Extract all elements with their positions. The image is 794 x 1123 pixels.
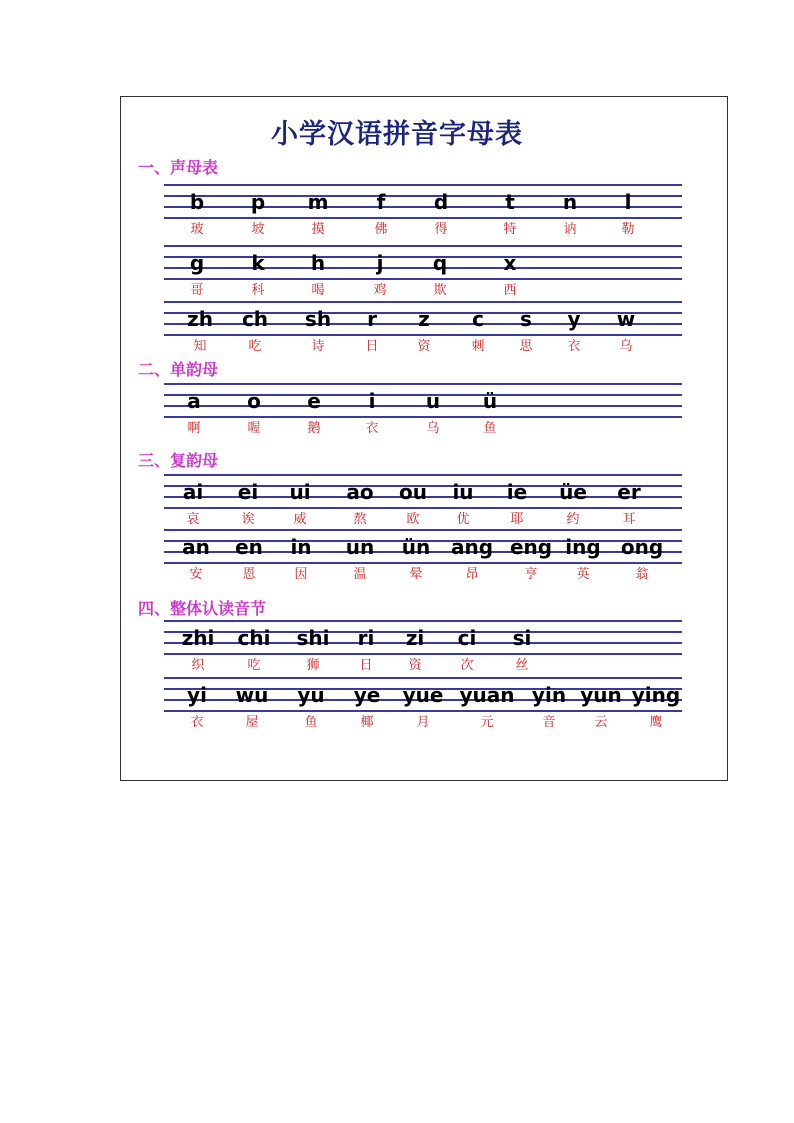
grid-line (164, 301, 682, 303)
pinyin-letter: k (251, 251, 265, 275)
grid-line (164, 405, 682, 407)
pinyin-letter: z (418, 307, 430, 331)
pinyin-letter: y (567, 307, 581, 331)
example-character: 优 (456, 512, 470, 527)
pinyin-letter: zi (405, 626, 425, 650)
pinyin-letter: si (512, 626, 532, 650)
example-character: 欧 (406, 512, 420, 527)
example-character: 次 (460, 658, 474, 673)
example-character: 坡 (251, 222, 265, 237)
example-character: 狮 (306, 658, 320, 673)
grid-line (164, 620, 682, 622)
example-character: 衣 (365, 421, 379, 436)
example-character: 月 (416, 715, 430, 730)
pinyin-letter: zh (187, 307, 213, 331)
pinyin-letter: a (187, 389, 201, 413)
pinyin-letter: g (189, 251, 205, 275)
section-heading: 四、整体认读音节 (138, 599, 267, 618)
pinyin-letter: ing (565, 535, 601, 559)
example-character: 摸 (311, 222, 325, 237)
grid-line (164, 710, 682, 712)
example-character: 威 (293, 512, 307, 527)
example-character: 耳 (622, 512, 636, 527)
example-character: 约 (566, 512, 580, 527)
four-line-grid (164, 245, 682, 289)
example-character: 吃 (248, 339, 262, 354)
pinyin-letter: an (182, 535, 210, 559)
example-character: 讷 (563, 222, 577, 237)
pinyin-letter: j (376, 251, 384, 275)
pinyin-letter: o (247, 389, 261, 413)
example-character: 亨 (524, 567, 538, 582)
example-character: 喔 (247, 421, 261, 436)
section-heading: 一、声母表 (138, 158, 219, 177)
example-character: 温 (353, 567, 367, 582)
pinyin-letter: shi (296, 626, 330, 650)
grid-line (164, 256, 682, 258)
pinyin-letter: ch (241, 307, 269, 331)
grid-line (164, 206, 682, 208)
grid-line (164, 677, 682, 679)
four-line-grid (164, 383, 682, 427)
example-character: 鹰 (649, 715, 663, 730)
example-character: 日 (359, 658, 373, 673)
example-character: 佛 (374, 222, 388, 237)
example-character: 诗 (311, 339, 325, 354)
grid-line (164, 507, 682, 509)
pinyin-letter: ei (237, 480, 259, 504)
grid-line (164, 529, 682, 531)
pinyin-letter: eng (509, 535, 553, 559)
example-character: 鸡 (373, 283, 387, 298)
pinyin-letter: b (189, 190, 205, 214)
grid-line (164, 245, 682, 247)
example-character: 啊 (187, 421, 201, 436)
pinyin-letter: ü (482, 389, 498, 413)
example-character: 乌 (426, 421, 440, 436)
pinyin-letter: ci (457, 626, 477, 650)
section-heading: 三、复韵母 (138, 451, 219, 470)
example-character: 科 (251, 283, 265, 298)
pinyin-letter: yin (531, 683, 567, 707)
grid-line (164, 334, 682, 336)
example-character: 特 (503, 222, 517, 237)
pinyin-letter: ui (289, 480, 311, 504)
example-character: 椰 (360, 715, 374, 730)
pinyin-letter: zhi (181, 626, 215, 650)
example-character: 知 (193, 339, 207, 354)
example-character: 日 (365, 339, 379, 354)
pinyin-letter: sh (304, 307, 332, 331)
example-character: 熬 (353, 512, 367, 527)
pinyin-letter: üe (559, 480, 587, 504)
pinyin-letter: iu (452, 480, 474, 504)
four-line-grid (164, 184, 682, 228)
pinyin-letter: wu (235, 683, 269, 707)
pinyin-letter: x (503, 251, 517, 275)
pinyin-letter: ong (620, 535, 664, 559)
pinyin-letter: m (307, 190, 329, 214)
page-title: 小学汉语拼音字母表 (271, 119, 523, 150)
pinyin-letter: ai (182, 480, 204, 504)
example-character: 哀 (186, 512, 200, 527)
grid-line (164, 278, 682, 280)
example-character: 音 (542, 715, 556, 730)
grid-line (164, 653, 682, 655)
pinyin-letter: ying (631, 683, 681, 707)
pinyin-letter: t (505, 190, 515, 214)
example-character: 云 (594, 715, 608, 730)
example-character: 思 (519, 339, 533, 354)
pinyin-letter: ou (399, 480, 427, 504)
example-character: 得 (434, 222, 448, 237)
example-character: 翁 (635, 567, 649, 582)
pinyin-letter: en (235, 535, 263, 559)
example-character: 欺 (433, 283, 447, 298)
pinyin-letter: n (562, 190, 578, 214)
example-character: 织 (191, 658, 205, 673)
pinyin-letter: r (367, 307, 377, 331)
example-character: 哥 (190, 283, 204, 298)
pinyin-letter: p (250, 190, 266, 214)
example-character: 昂 (465, 567, 479, 582)
example-character: 因 (294, 567, 308, 582)
section-heading: 二、单韵母 (138, 360, 219, 379)
grid-line (164, 195, 682, 197)
example-character: 勒 (621, 222, 635, 237)
example-character: 西 (503, 283, 517, 298)
pinyin-letter: w (616, 307, 636, 331)
pinyin-letter: ie (506, 480, 528, 504)
example-character: 丝 (515, 658, 529, 673)
grid-line (164, 474, 682, 476)
example-character: 耶 (510, 512, 524, 527)
example-character: 屋 (245, 715, 259, 730)
pinyin-letter: e (307, 389, 321, 413)
pinyin-letter: q (432, 251, 448, 275)
pinyin-letter: s (520, 307, 532, 331)
example-character: 鹅 (307, 421, 321, 436)
pinyin-letter: er (617, 480, 641, 504)
pinyin-letter: i (368, 389, 376, 413)
pinyin-letter: un (345, 535, 375, 559)
pinyin-letter: ang (450, 535, 494, 559)
example-character: 刺 (471, 339, 485, 354)
pinyin-letter: yi (187, 683, 207, 707)
grid-line (164, 184, 682, 186)
example-character: 衣 (567, 339, 581, 354)
example-character: 乌 (619, 339, 633, 354)
grid-line (164, 394, 682, 396)
grid-line (164, 416, 682, 418)
example-character: 衣 (190, 715, 204, 730)
pinyin-letter: f (376, 190, 386, 214)
example-character: 安 (189, 567, 203, 582)
example-character: 恩 (242, 567, 256, 582)
grid-line (164, 383, 682, 385)
pinyin-letter: ye (353, 683, 381, 707)
pinyin-letter: u (425, 389, 441, 413)
example-character: 玻 (190, 222, 204, 237)
pinyin-letter: yu (297, 683, 325, 707)
pinyin-letter: ao (346, 480, 374, 504)
pinyin-letter: chi (237, 626, 271, 650)
example-character: 资 (417, 339, 431, 354)
pinyin-letter: h (310, 251, 326, 275)
pinyin-letter: in (290, 535, 312, 559)
pinyin-letter: yuan (459, 683, 515, 707)
pinyin-letter: ün (401, 535, 431, 559)
example-character: 资 (408, 658, 422, 673)
pinyin-letter: c (472, 307, 484, 331)
example-character: 吃 (247, 658, 261, 673)
grid-line (164, 267, 682, 269)
pinyin-letter: d (433, 190, 449, 214)
example-character: 鱼 (483, 421, 497, 436)
grid-line (164, 562, 682, 564)
pinyin-letter: yun (580, 683, 622, 707)
pinyin-letter: ri (357, 626, 375, 650)
example-character: 英 (576, 567, 590, 582)
example-character: 鱼 (304, 715, 318, 730)
example-character: 元 (480, 715, 494, 730)
example-character: 晕 (409, 567, 423, 582)
example-character: 喝 (311, 283, 325, 298)
pinyin-letter: yue (402, 683, 444, 707)
pinyin-letter: l (624, 190, 632, 214)
grid-line (164, 217, 682, 219)
example-character: 诶 (241, 512, 255, 527)
